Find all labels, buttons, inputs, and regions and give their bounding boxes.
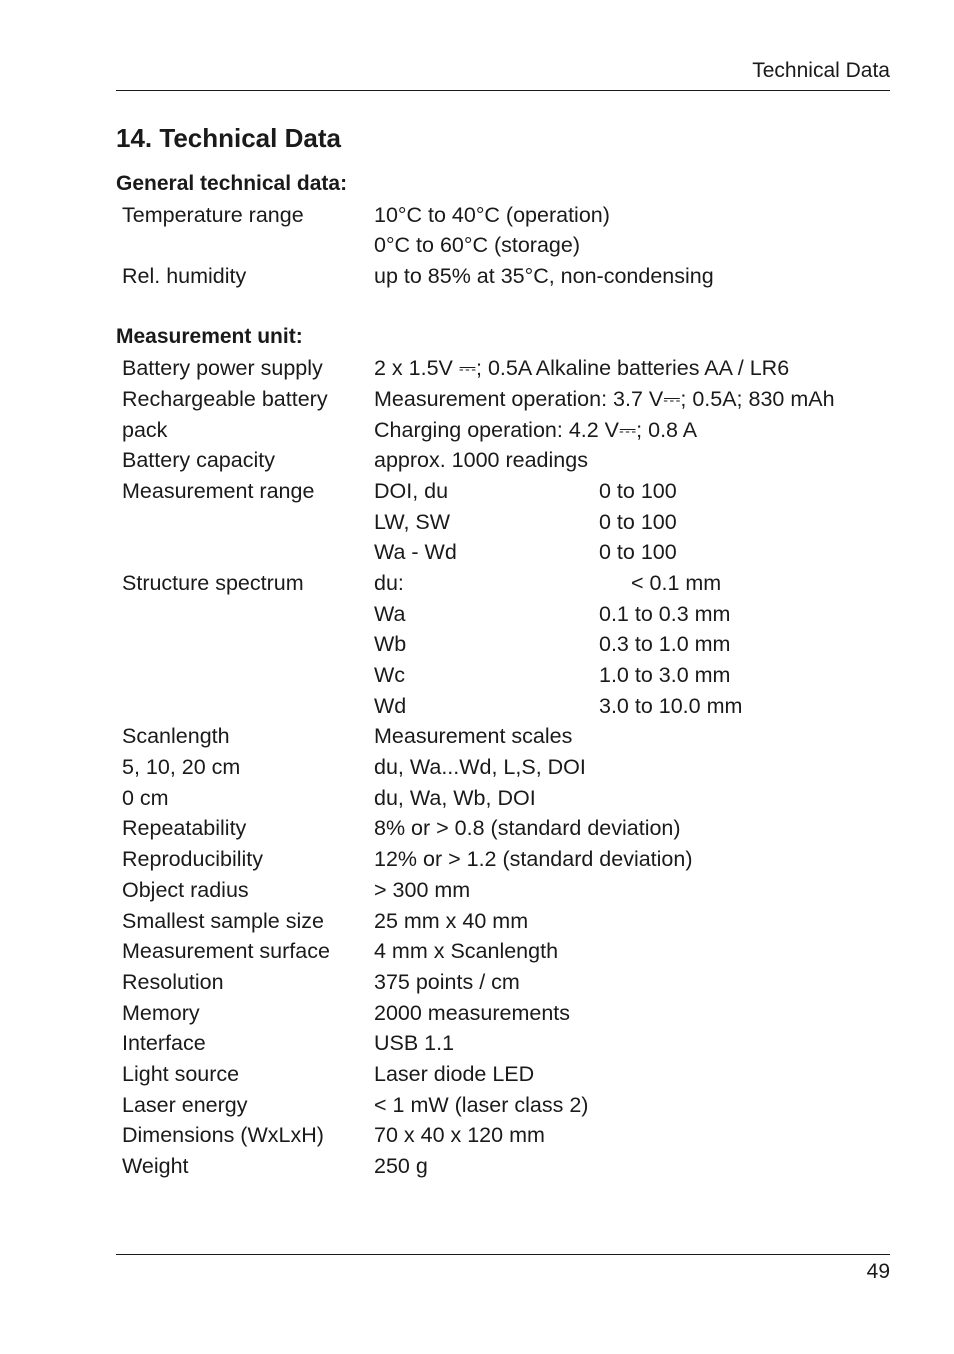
spec-row <box>116 1120 890 1151</box>
spec-row <box>116 1028 890 1059</box>
footer-rule <box>116 1254 890 1255</box>
spec-range-value: 0 to 100 <box>599 540 677 565</box>
spec-label: 0 cm <box>122 785 169 810</box>
general-spec-table <box>116 200 890 292</box>
spec-value: 10°C to 40°C (operation) <box>374 202 610 227</box>
spec-value: 0°C to 60°C (storage) <box>374 233 581 258</box>
spec-row <box>116 967 890 998</box>
spec-label: Smallest sample size <box>122 908 324 933</box>
spec-value: 4 mm x Scanlength <box>374 939 559 964</box>
spec-label: 5, 10, 20 cm <box>122 755 241 780</box>
spec-value: Charging operation: 4.2 V⎓; 0.8 A <box>374 417 698 442</box>
spec-label: Memory <box>122 1000 200 1025</box>
spec-label: Weight <box>122 1154 189 1178</box>
spec-label: Rel. humidity <box>122 264 247 289</box>
spec-row <box>116 537 890 568</box>
spec-label: Scanlength <box>122 724 230 749</box>
spec-row <box>116 660 890 691</box>
spec-label: Repeatability <box>122 816 247 841</box>
spec-value: approx. 1000 readings <box>374 448 588 473</box>
section-spacer <box>116 292 890 323</box>
spec-label: Laser energy <box>122 1092 248 1117</box>
spec-value: 12% or > 1.2 (standard deviation) <box>374 847 693 872</box>
spec-row <box>116 629 890 660</box>
spec-value: 2000 measurements <box>374 1000 570 1025</box>
spec-label: Rechargeable battery <box>122 386 328 411</box>
spec-row <box>116 261 890 292</box>
chapter-title: 14. Technical Data <box>116 123 341 153</box>
spec-value: 2 x 1.5V ⎓; 0.5A Alkaline batteries AA / LR6 <box>374 356 790 381</box>
spec-row <box>116 752 890 783</box>
spec-value: LW, SW <box>374 509 451 534</box>
spec-label: Measurement range <box>122 478 315 503</box>
spec-value: Wd <box>374 693 407 718</box>
spec-row <box>116 936 890 967</box>
spec-row <box>116 691 890 722</box>
spec-row <box>116 568 890 599</box>
spec-value: Wa <box>374 601 406 626</box>
spec-range-value: 0.1 to 0.3 mm <box>599 601 731 626</box>
spec-value: du, Wa, Wb, DOI <box>374 785 536 810</box>
spec-value: 70 x 40 x 120 mm <box>374 1123 545 1148</box>
spec-range-value: 0 to 100 <box>599 478 677 503</box>
spec-row <box>116 445 890 476</box>
running-header: Technical Data <box>752 59 890 82</box>
spec-value: Measurement scales <box>374 724 573 749</box>
spec-row <box>116 998 890 1029</box>
header-rule <box>116 90 890 91</box>
spec-value: USB 1.1 <box>374 1031 455 1056</box>
spec-row <box>116 384 890 415</box>
spec-value: du: <box>374 570 404 595</box>
spec-range-value: 3.0 to 10.0 mm <box>599 693 743 718</box>
spec-value: Laser diode LED <box>374 1061 535 1086</box>
spec-value: 375 points / cm <box>374 969 520 994</box>
spec-value: 25 mm x 40 mm <box>374 908 529 933</box>
spec-value: Measurement operation: 3.7 V⎓; 0.5A; 830 mAh <box>374 386 835 411</box>
spec-row <box>116 844 890 875</box>
spec-label: Structure spectrum <box>122 570 304 595</box>
page-number: 49 <box>866 1260 890 1283</box>
measurement-section-heading: Measurement unit: <box>116 325 303 349</box>
spec-value: 250 g <box>374 1154 428 1178</box>
spec-label: pack <box>122 417 168 442</box>
spec-label: Battery power supply <box>122 356 323 381</box>
spec-range-value: 0 to 100 <box>599 509 677 534</box>
spec-row <box>116 1059 890 1090</box>
spec-row <box>116 813 890 844</box>
spec-value: du, Wa...Wd, L,S, DOI <box>374 755 586 780</box>
spec-range-value: 1.0 to 3.0 mm <box>599 663 731 687</box>
spec-value: Wa - Wd <box>374 540 457 565</box>
spec-row <box>116 200 890 231</box>
spec-range-value: 0.3 to 1.0 mm <box>599 632 731 657</box>
spec-row <box>116 1151 890 1182</box>
spec-label: Light source <box>122 1061 240 1086</box>
measurement-spec-table <box>116 353 890 1182</box>
spec-value: Wb <box>374 632 407 657</box>
spec-row <box>116 783 890 814</box>
spec-value: > 300 mm <box>374 877 471 902</box>
spec-label: Temperature range <box>122 202 304 227</box>
spec-value: 8% or > 0.8 (standard deviation) <box>374 816 681 841</box>
spec-value: up to 85% at 35°C, non-condensing <box>374 264 714 289</box>
spec-row <box>116 906 890 937</box>
spec-content <box>116 169 890 1182</box>
spec-label: Resolution <box>122 969 224 994</box>
general-section-heading: General technical data: <box>116 172 348 195</box>
spec-range-value: < 0.1 mm <box>631 570 722 595</box>
spec-row <box>116 353 890 384</box>
spec-row <box>116 1090 890 1121</box>
spec-label: Interface <box>122 1031 206 1056</box>
spec-row <box>116 507 890 538</box>
spec-value: DOI, du <box>374 478 449 503</box>
spec-row <box>116 476 890 507</box>
spec-value: < 1 mW (laser class 2) <box>374 1092 589 1117</box>
spec-label: Measurement surface <box>122 939 330 964</box>
spec-label: Battery capacity <box>122 448 275 473</box>
spec-label: Reproducibility <box>122 847 264 872</box>
spec-label: Object radius <box>122 877 249 902</box>
spec-label: Dimensions (WxLxH) <box>122 1123 324 1148</box>
spec-row <box>116 599 890 630</box>
manual-page <box>116 0 890 1354</box>
spec-row <box>116 230 890 261</box>
spec-row <box>116 415 890 446</box>
spec-value: Wc <box>374 663 406 687</box>
spec-row <box>116 721 890 752</box>
spec-row <box>116 875 890 906</box>
